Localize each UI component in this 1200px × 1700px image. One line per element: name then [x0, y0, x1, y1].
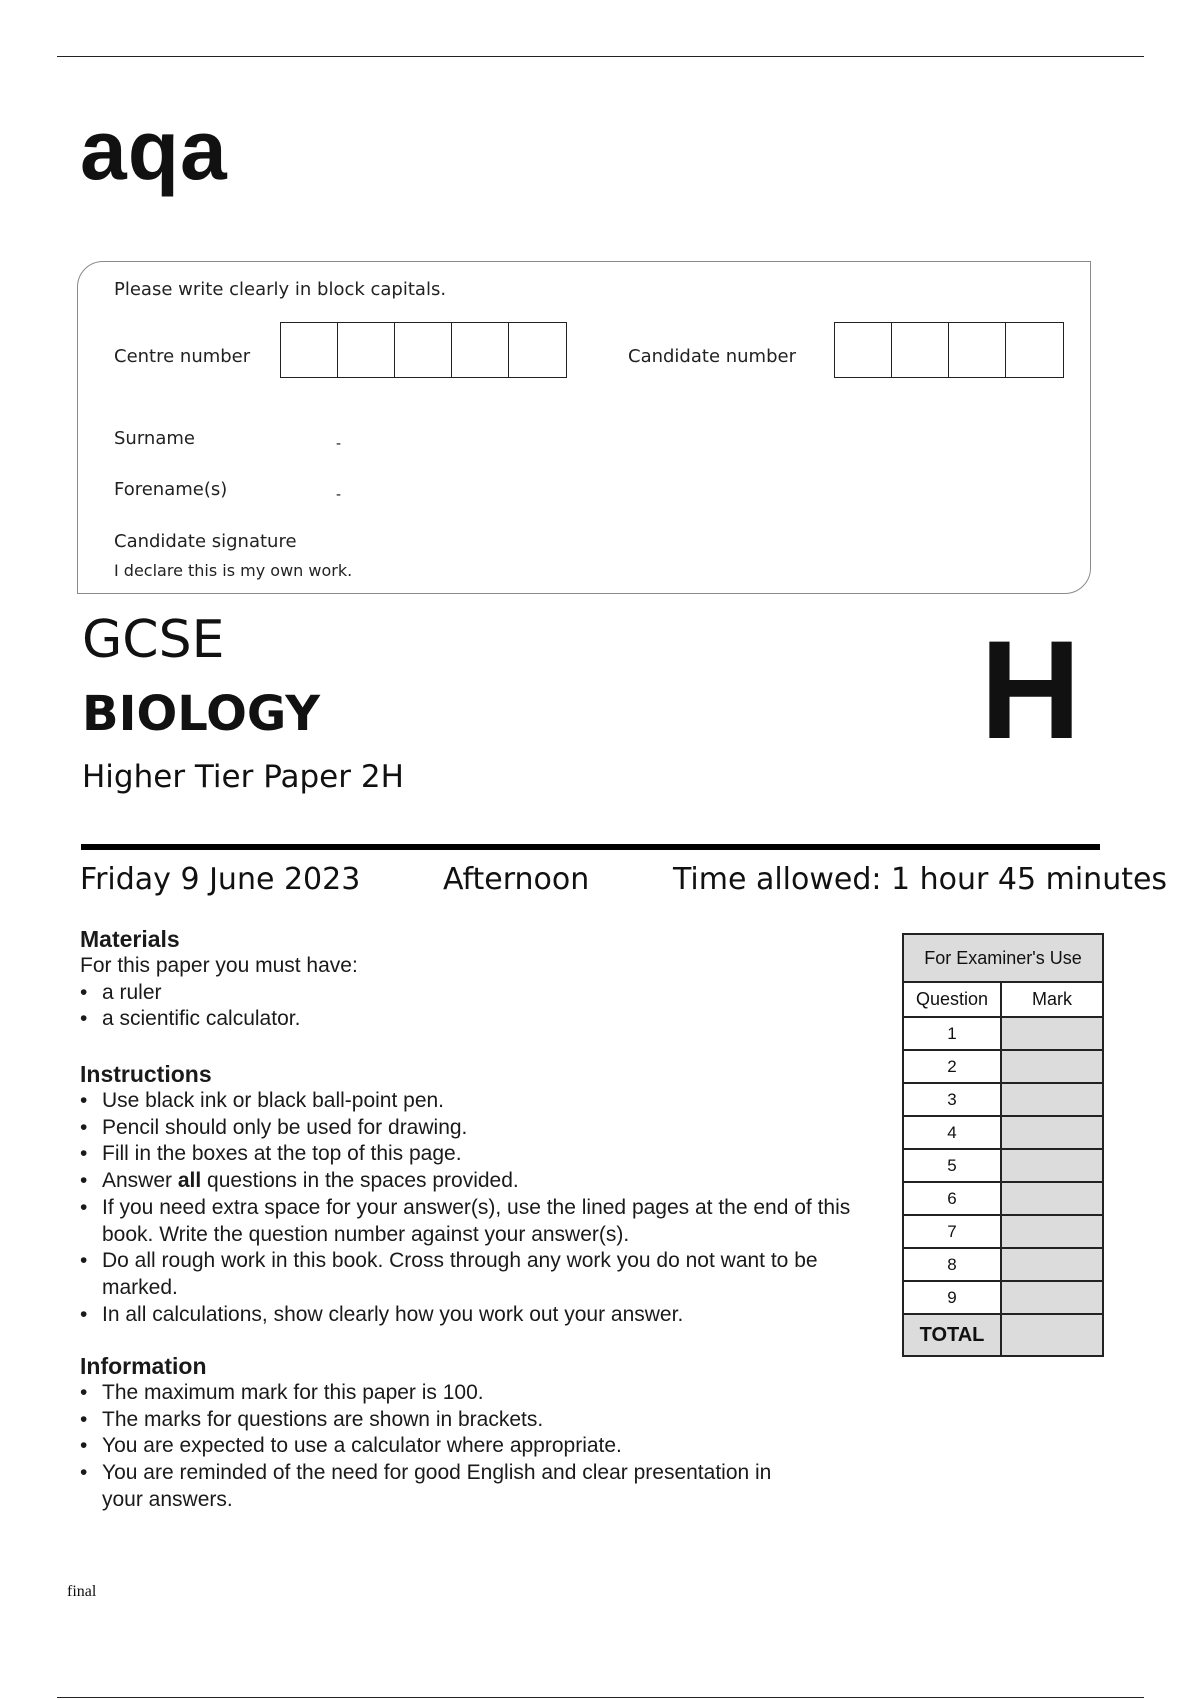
question-number: 3	[903, 1083, 1001, 1116]
information-item: • The marks for questions are shown in brackets.	[80, 1407, 870, 1434]
information-heading: Information	[80, 1353, 207, 1379]
centre-number-boxes[interactable]	[280, 322, 567, 378]
candidate-number-box[interactable]	[1006, 323, 1063, 377]
title-divider	[81, 844, 1100, 850]
materials-item: • a ruler	[80, 980, 870, 1007]
declaration-text: I declare this is my own work.	[114, 561, 353, 580]
instructions-heading: Instructions	[80, 1061, 212, 1087]
instruction-item: • If you need extra space for your answer(s), use the lined pages at the end of this book. Write the question number against your answer(s).	[80, 1195, 872, 1248]
materials-item: • a scientific calculator.	[80, 1006, 870, 1033]
qualification-title: GCSE	[82, 610, 225, 670]
exam-session: Afternoon	[443, 862, 590, 897]
question-number: 6	[903, 1182, 1001, 1215]
mark-cell[interactable]	[1001, 1083, 1103, 1116]
aqa-logo: aqa	[80, 103, 228, 197]
forenames-label: Forename(s)	[114, 479, 228, 500]
candidate-number-boxes[interactable]	[834, 322, 1064, 378]
instruction-item: • Pencil should only be used for drawing.	[80, 1115, 870, 1142]
candidate-number-box[interactable]	[835, 323, 892, 377]
total-label: TOTAL	[903, 1314, 1001, 1356]
information-item: • You are reminded of the need for good English and clear presentation in your answers.	[80, 1460, 802, 1513]
materials-intro: For this paper you must have:	[80, 954, 358, 977]
question-number: 9	[903, 1281, 1001, 1314]
mark-cell[interactable]	[1001, 1281, 1103, 1314]
surname-field[interactable]: -	[336, 436, 342, 452]
centre-number-box[interactable]	[338, 323, 395, 377]
mark-column-header: Mark	[1001, 982, 1103, 1017]
question-number: 2	[903, 1050, 1001, 1083]
information-section	[80, 1353, 870, 1514]
tier-text: Higher Tier	[82, 759, 254, 795]
instruction-item: • Use black ink or black ball-point pen.	[80, 1088, 870, 1115]
bottom-rule	[57, 1697, 1144, 1698]
tier-letter: H	[980, 611, 1082, 768]
mark-cell[interactable]	[1001, 1017, 1103, 1050]
mark-cell[interactable]	[1001, 1149, 1103, 1182]
information-item: • The maximum mark for this paper is 100.	[80, 1380, 870, 1407]
centre-number-box[interactable]	[452, 323, 509, 377]
candidate-signature-label: Candidate signature	[114, 531, 297, 552]
footer-note: final	[67, 1583, 97, 1600]
question-number: 4	[903, 1116, 1001, 1149]
mark-cell[interactable]	[1001, 1248, 1103, 1281]
exam-date: Friday 9 June 2023	[80, 862, 361, 897]
candidate-number-box[interactable]	[892, 323, 949, 377]
question-number: 5	[903, 1149, 1001, 1182]
surname-label: Surname	[114, 428, 195, 449]
examiner-table-title: For Examiner's Use	[903, 934, 1103, 982]
examiner-use-table	[902, 933, 1104, 1357]
materials-heading: Materials	[80, 926, 180, 952]
block-capitals-instruction: Please write clearly in block capitals.	[114, 279, 447, 300]
mark-cell[interactable]	[1001, 1050, 1103, 1083]
tier-paper-line	[82, 759, 404, 795]
candidate-number-label: Candidate number	[628, 346, 796, 367]
centre-number-box[interactable]	[509, 323, 566, 377]
mark-cell[interactable]	[1001, 1116, 1103, 1149]
instruction-item: • Fill in the boxes at the top of this page.	[80, 1141, 870, 1168]
time-allowed: Time allowed: 1 hour 45 minutes	[673, 862, 1168, 897]
top-rule	[57, 56, 1144, 57]
subject-title: BIOLOGY	[82, 686, 321, 742]
paper-text: Paper 2H	[263, 759, 404, 795]
centre-number-box[interactable]	[281, 323, 338, 377]
mark-cell[interactable]	[1001, 1182, 1103, 1215]
question-number: 8	[903, 1248, 1001, 1281]
instruction-item: • Answer all questions in the spaces provided.	[80, 1168, 870, 1195]
instructions-section	[80, 1061, 870, 1328]
mark-cell[interactable]	[1001, 1215, 1103, 1248]
total-mark-cell[interactable]	[1001, 1314, 1103, 1356]
candidate-number-box[interactable]	[949, 323, 1006, 377]
centre-number-label: Centre number	[114, 346, 251, 367]
question-number: 7	[903, 1215, 1001, 1248]
instruction-item: • Do all rough work in this book. Cross through any work you do not want to be marked.	[80, 1248, 822, 1301]
instruction-item: • In all calculations, show clearly how you work out your answer.	[80, 1302, 870, 1329]
question-column-header: Question	[903, 982, 1001, 1017]
information-item: • You are expected to use a calculator where appropriate.	[80, 1433, 870, 1460]
centre-number-box[interactable]	[395, 323, 452, 377]
materials-section	[80, 926, 870, 1033]
question-number: 1	[903, 1017, 1001, 1050]
forenames-field[interactable]: -	[336, 487, 342, 503]
